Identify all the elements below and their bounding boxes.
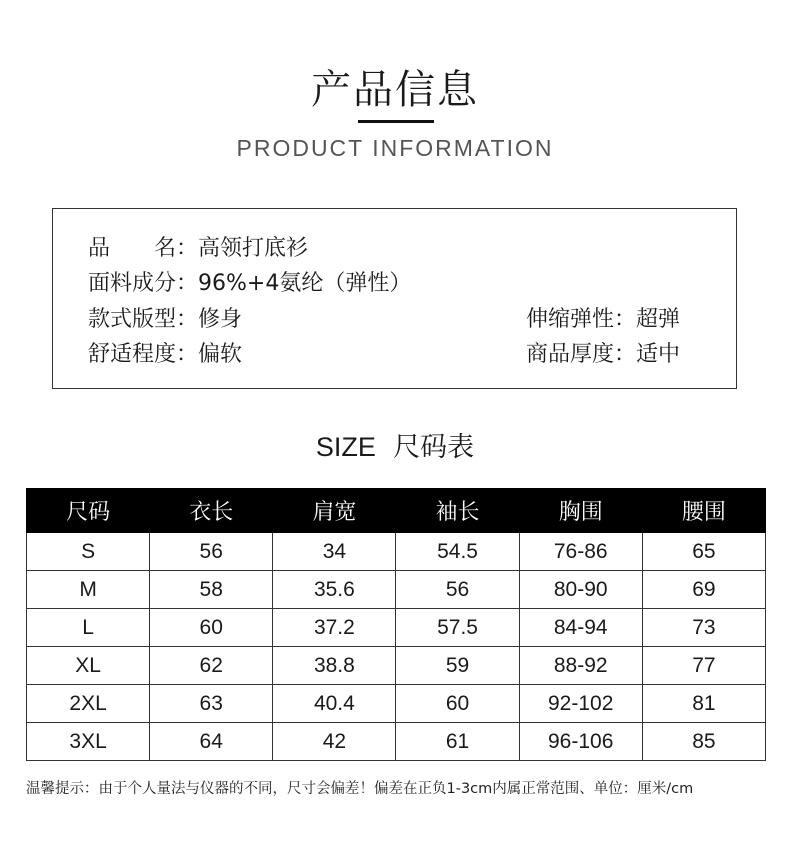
table-row <box>27 723 766 761</box>
cell-length: 58 <box>150 571 273 609</box>
cell-size: 2XL <box>27 685 150 723</box>
size-chart-title <box>0 425 790 464</box>
size-table-header-row <box>27 489 766 533</box>
measurement-note: 温馨提示：由于个人量法与仪器的不同，尺寸会偏差！偏差在正负1-3cm内属正常范围、单位：厘米/cm <box>26 781 694 797</box>
cell-length: 64 <box>150 723 273 761</box>
info-thickness: 商品厚度：适中 <box>526 342 681 367</box>
cell-shoulder: 35.6 <box>273 571 396 609</box>
cell-bust: 92-102 <box>519 685 642 723</box>
cell-shoulder: 42 <box>273 723 396 761</box>
cell-sleeve: 59 <box>396 647 519 685</box>
cell-sleeve: 60 <box>396 685 519 723</box>
cell-sleeve: 57.5 <box>396 609 519 647</box>
cell-sleeve: 56 <box>396 571 519 609</box>
header-shoulder: 肩宽 <box>273 489 396 533</box>
table-row <box>27 647 766 685</box>
cell-sleeve: 61 <box>396 723 519 761</box>
cell-waist: 77 <box>642 647 765 685</box>
header-bust: 胸围 <box>519 489 642 533</box>
header-size: 尺码 <box>27 489 150 533</box>
info-product-name: 品 名：高领打底衫 <box>88 236 309 261</box>
info-fabric: 面料成分：96%+4氨纶（弹性） <box>88 271 412 296</box>
page-subtitle: PRODUCT INFORMATION <box>236 135 554 161</box>
cell-size: XL <box>27 647 150 685</box>
cell-length: 63 <box>150 685 273 723</box>
cell-size: L <box>27 609 150 647</box>
table-row <box>27 609 766 647</box>
size-table-container <box>26 488 766 761</box>
cell-shoulder: 38.8 <box>273 647 396 685</box>
cell-shoulder: 34 <box>273 533 396 571</box>
cell-bust: 76-86 <box>519 533 642 571</box>
cell-bust: 96-106 <box>519 723 642 761</box>
table-row <box>27 533 766 571</box>
cell-bust: 88-92 <box>519 647 642 685</box>
page-title: 产品信息 <box>311 67 479 113</box>
cell-size: 3XL <box>27 723 150 761</box>
cell-shoulder: 40.4 <box>273 685 396 723</box>
cell-length: 62 <box>150 647 273 685</box>
cell-length: 60 <box>150 609 273 647</box>
cell-size: M <box>27 571 150 609</box>
size-title-en: SIZE <box>315 432 376 462</box>
header-length: 衣长 <box>150 489 273 533</box>
cell-waist: 81 <box>642 685 765 723</box>
size-title-cn: 尺码表 <box>393 432 475 463</box>
cell-bust: 84-94 <box>519 609 642 647</box>
product-info-box <box>52 208 737 389</box>
cell-size: S <box>27 533 150 571</box>
cell-length: 56 <box>150 533 273 571</box>
header-sleeve: 袖长 <box>396 489 519 533</box>
cell-bust: 80-90 <box>519 571 642 609</box>
header-waist: 腰围 <box>642 489 765 533</box>
info-comfort: 舒适程度：偏软 <box>88 342 243 367</box>
table-row <box>27 571 766 609</box>
cell-sleeve: 54.5 <box>396 533 519 571</box>
cell-waist: 73 <box>642 609 765 647</box>
size-table <box>26 488 766 761</box>
cell-waist: 65 <box>642 533 765 571</box>
cell-shoulder: 37.2 <box>273 609 396 647</box>
title-underline <box>358 120 434 123</box>
info-style: 款式版型：修身 <box>88 307 243 332</box>
cell-waist: 85 <box>642 723 765 761</box>
table-row <box>27 685 766 723</box>
info-elasticity: 伸缩弹性：超弹 <box>526 307 681 332</box>
cell-waist: 69 <box>642 571 765 609</box>
